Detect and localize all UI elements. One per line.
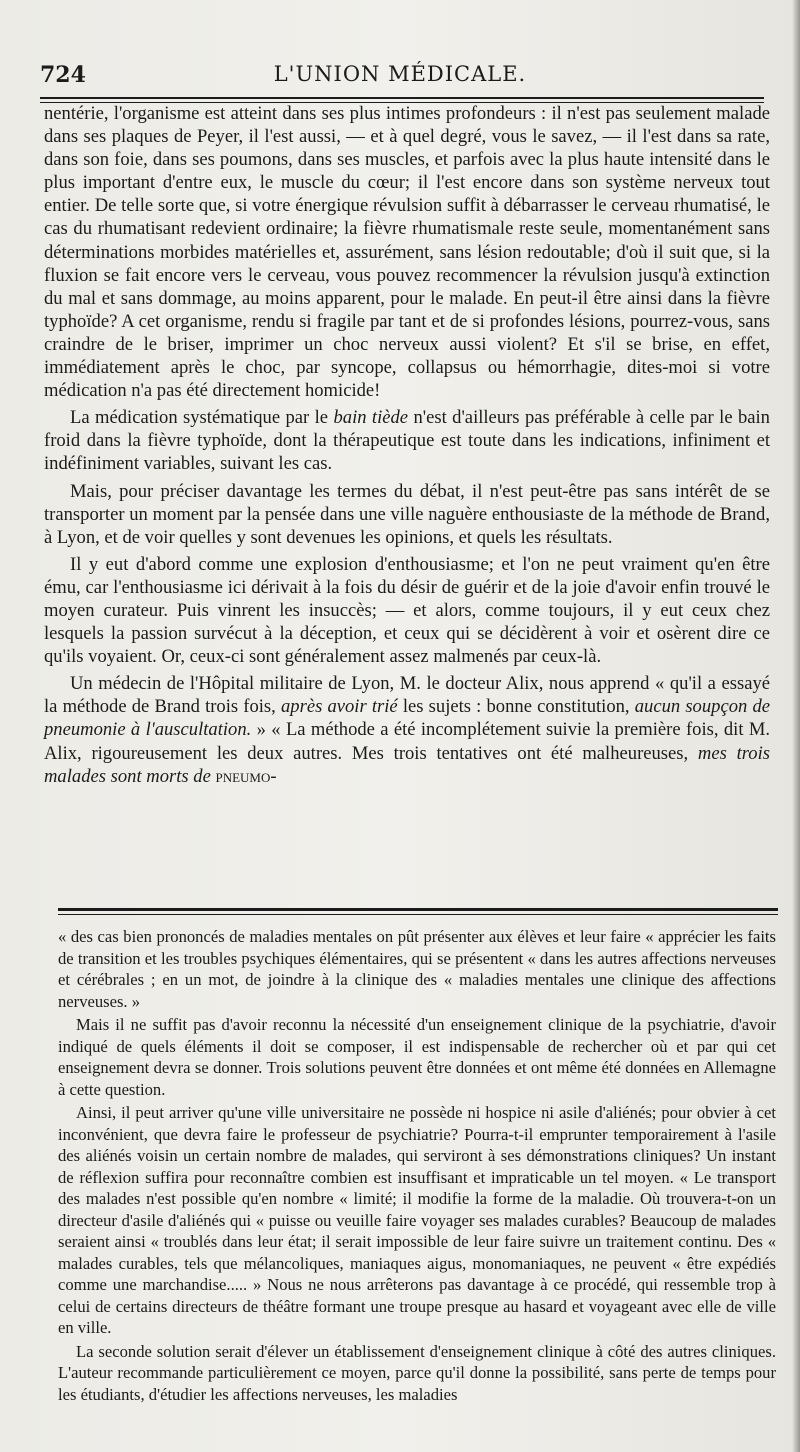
notes-paragraph-seconde: La seconde solution serait d'élever un établissement d'enseignement clinique à côté des autres cliniques. L'auteur recommande particulièrement ce moyen, parce qu'il donne la possibilité, sans perte de temps pour les étudiants, d'étudier les affections nerveuses, les maladies bbox=[58, 1341, 776, 1404]
page-number: 724 bbox=[40, 62, 86, 88]
alix-italic3: mes trois malades sont morts de bbox=[44, 742, 770, 787]
paragraph-alix bbox=[44, 672, 770, 787]
alix-part3: » « La méthode a été incomplétement suivie la première fois, dit M. Alix, rigoureusement les deux autres. Mes trois tentatives ont été malheureuses, bbox=[44, 719, 771, 764]
paragraph-bain-after: n'est d'ailleurs pas préférable à celle par le bain froid dans la fièvre typhoïde, dont la thérapeutique est toute dans les indications, infiniment et indéfiniment variables, suivant les cas. bbox=[44, 407, 770, 475]
alix-italic1: après avoir trié bbox=[280, 696, 398, 718]
paragraph-enthousiasme: Il y eut d'abord comme une explosion d'enthousiasme; et l'on ne peut vraiment qu'en être ému, car l'enthousiasme ici dérivait à la fois du désir de guérir et de la joie d'avoir enfin trouvé le moyen curateur. Puis vinrent les insuccès; — et alors, comme toujours, il y eut ceux chez lesquels la passion survécut à la déception, et ceux qui se décidèrent à voir et osèrent dire ce qu'ils voyaient. Or, ceux-ci sont généralement assez malmenés par ceux-là. bbox=[44, 553, 770, 668]
notes-paragraph-solutions: Mais il ne suffit pas d'avoir reconnu la nécessité d'un enseignement clinique de la psychiatrie, d'avoir indiqué de quels éléments il doit se composer, il est indispensable de rechercher où et par qui cet enseignement devra se donner. Trois solutions peuvent être données et ont même été données en Allemagne à cette question. bbox=[58, 1015, 776, 1099]
paragraph-lyon: Mais, pour préciser davantage les termes du débat, il n'est peut-être pas sans intérêt de se transporter un moment par la pensée dans une ville naguère enthousiaste de la méthode de Brand, à Lyon, et de voir quelles y sont devenues les opinions, et quels les résultats. bbox=[44, 480, 770, 548]
alix-part2: les sujets : bonne constitution, bbox=[397, 696, 635, 718]
main-text bbox=[44, 102, 770, 788]
paragraph-bain-italic: bain tiède bbox=[333, 407, 409, 429]
paragraph-bain-before: La médication systématique par le bbox=[70, 407, 334, 429]
alix-italic2: aucun soupçon de pneumonie à l'auscultation. bbox=[44, 696, 770, 741]
notes-quote: « des cas bien prononcés de maladies mentales on pût présenter aux élèves et leur faire « apprécier les faits de transition et les troubles psychiques élémentaires, qui se présentent « dans les autres affections nerveuses et cérébrales ; en un mot, de joindre à la clinique des « maladies mentales une clinique des affections nerveuses. » bbox=[58, 927, 776, 1011]
paragraph-continuation: nentérie, l'organisme est atteint dans ses plus intimes profondeurs : il n'est pas seulement malade dans ses plaques de Peyer, il l'est aussi, — et à quel degré, vous le savez, — il l'est dans sa rate, dans son foie, dans ses poumons, dans ses muscles, et parfois avec la plus haute intensité dans le plus important d'entre eux, le muscle du cœur; il l'est encore dans son système nerveux tout entier. De telle sorte que, si votre énergique révulsion suffit à débarrasser le cerveau rhumatisé, le cas du rhumatisant redevient ordinaire; la fièvre rhumatismale reste seule, momentanément sans déterminations morbides matérielles et, assurément, sans lésion redoutable; d'où il suit que, si la fluxion se fait encore vers le cerveau, vous pouvez recommencer la révulsion jusqu'à extinction du mal et sans dommage, au moins apparent, pour le malade. En peut-il être ainsi dans la fièvre typhoïde? A cet organisme, rendu si fragile par tant et de si profondes lésions, pourrez-vous, sans craindre de le briser, imprimer un choc nerveux aussi violent? Et s'il se brise, en effet, immédiatement après le choc, par syncope, collapsus ou hémorrhagie, dites-moi si votre médication n'a pas été directement homicide! bbox=[44, 103, 770, 402]
page-header bbox=[40, 58, 760, 94]
feuilleton-text bbox=[58, 926, 776, 1405]
page-edge-shadow bbox=[792, 0, 800, 1452]
journal-title: L'UNION MÉDICALE. bbox=[273, 62, 527, 86]
feuilleton-divider bbox=[58, 908, 778, 915]
alix-smallcaps: pneumo- bbox=[210, 765, 277, 787]
paragraph-bain-tiede bbox=[44, 406, 770, 475]
notes-paragraph-ville: Ainsi, il peut arriver qu'une ville universitaire ne possède ni hospice ni asile d'aliénés; pour obvier à cet inconvénient, que devra faire le professeur de psychiatrie? Pourra-t-il emprunter temporairement à l'asile des aliénés voisin un certain nombre de malades, qui serviront à ses démonstrations cliniques? Un instant de réflexion suffira pour reconnaître combien est insuffisant et impraticable un tel moyen. « Le transport des malades n'est possible qu'en nombre « limité; il modifie la forme de la maladie. Où trouvera-t-on un directeur d'asile d'aliénés qui « puisse ou veuille faire voyager ses malades curables? Beaucoup de malades seraient ainsi « troublés dans leur état; il serait impossible de leur faire suivre un traitement continu. Des « malades curables, tels que mélancoliques, maniaques aigus, monomaniaques, ne peuvent « être expédiés comme une marchandise..... » Nous ne nous arrêterons pas davantage à ce procédé, qui ressemble trop à celui de certains directeurs de théâtre formant une troupe presque au hasard et voyageant avec elle de ville en ville. bbox=[58, 1103, 776, 1337]
alix-part1: Un médecin de l'Hôpital militaire de Lyon, M. le docteur Alix, nous apprend « qu'il a essayé la méthode de Brand trois fois, bbox=[44, 673, 770, 718]
header-rule bbox=[40, 97, 764, 99]
